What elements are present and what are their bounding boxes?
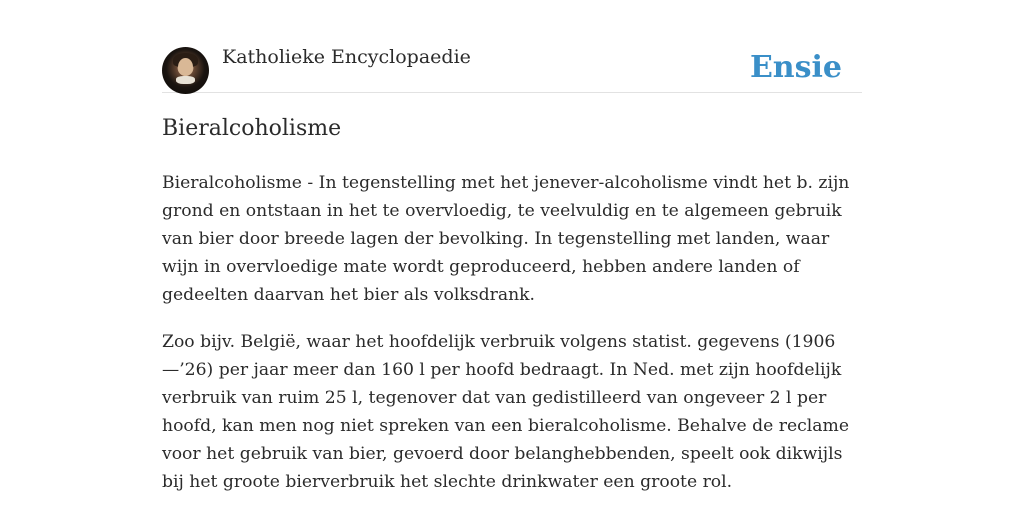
- ensie-logo-link[interactable]: Ensie: [749, 50, 842, 85]
- page-container: [162, 0, 862, 492]
- article-paragraph: Zoo bijv. België, waar het hoofdelijk verbruik volgens statist. gegevens (1906 —’26) per jaar meer dan 160 l per hoofd bedraagt. In Ned. met zijn hoofdelijk verbruik van ruim 25 l, tegenover dat van gedistilleerd van ongeveer 2 l per hoofd, kan men nog niet spreken van een bieralcoholisme. Behalve de reclame voor het gebruik van bier, gevoerd door belanghebbenden, speelt ook dikwijls bij het groote bierverbruik het slechte drinkwater een groote rol.: [162, 332, 849, 492]
- article-body: [162, 169, 862, 512]
- article-paragraph: Bieralcoholisme - In tegenstelling met het jenever-alcoholisme vindt het b. zijn grond en ontstaan in het te overvloedig, te veelvuldig en te algemeen gebruik van bier door breede lagen der bevolking. In tegenstelling met landen, waar wijn in overvloedige mate wordt geproduceerd, hebben andere landen of gedeelten daarvan het bier als volksdrank.: [162, 173, 850, 305]
- article-title: Bieralcoholisme: [162, 116, 342, 141]
- site-header: [162, 0, 862, 93]
- portrait-avatar-icon[interactable]: [162, 47, 209, 94]
- encyclopedia-name-link[interactable]: Katholieke Encyclopaedie: [222, 46, 471, 68]
